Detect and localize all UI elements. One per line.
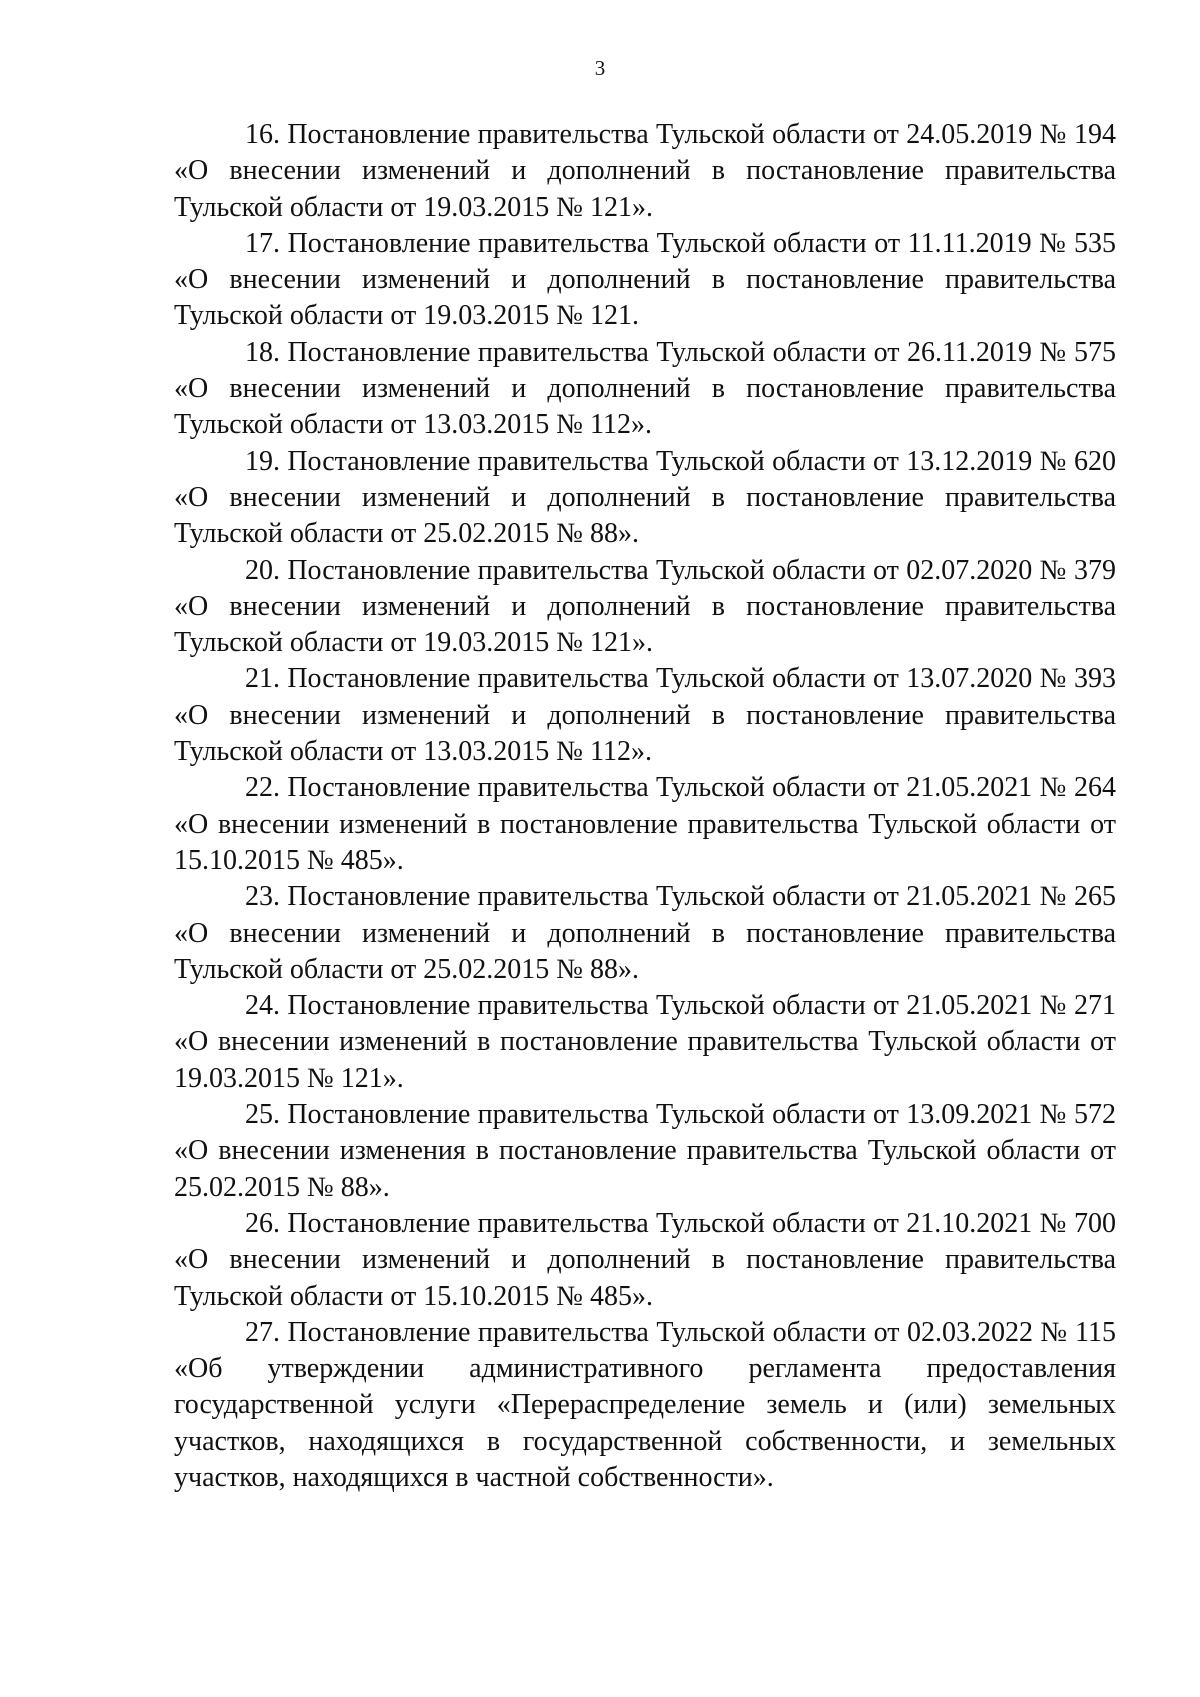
list-item: 17. Постановление правительства Тульской области от 11.11.2019 № 535 «О внесении изменений и дополнений в постановление правительства Тульской области от 19.03.2015 № 121.: [174, 227, 1116, 332]
list-item: 27. Постановление правительства Тульской области от 02.03.2022 № 115 «Об утверждении административного регламента предоставления государственной услуги «Перераспределение земель и (или) земельных участков, находящихся в государственной собственности, и земельных участков, находящихся в частной собственности».: [174, 1316, 1116, 1493]
list-item: 26. Постановление правительства Тульской области от 21.10.2021 № 700 «О внесении изменений и дополнений в постановление правительства Тульской области от 15.10.2015 № 485».: [174, 1207, 1116, 1312]
list-item: 16. Постановление правительства Тульской области от 24.05.2019 № 194 «О внесении изменений и дополнений в постановление правительства Тульской области от 19.03.2015 № 121».: [174, 119, 1116, 223]
list-item: 25. Постановление правительства Тульской области от 13.09.2021 № 572 «О внесении изменения в постановление правительства Тульской области от 25.02.2015 № 88».: [174, 1099, 1116, 1203]
page-number: 3: [594, 56, 606, 80]
list-item: 22. Постановление правительства Тульской области от 21.05.2021 № 264 «О внесении изменений в постановление правительства Тульской области от 15.10.2015 № 485».: [174, 772, 1116, 876]
list-item: 24. Постановление правительства Тульской области от 21.05.2021 № 271 «О внесении изменений в постановление правительства Тульской области от 19.03.2015 № 121».: [174, 990, 1116, 1094]
list-item: 18. Постановление правительства Тульской области от 26.11.2019 № 575 «О внесении изменений и дополнений в постановление правительства Тульской области от 13.03.2015 № 112».: [174, 336, 1116, 441]
list-item: 19. Постановление правительства Тульской области от 13.12.2019 № 620 «О внесении изменений и дополнений в постановление правительства Тульской области от 25.02.2015 № 88».: [174, 445, 1116, 550]
list-item: 20. Постановление правительства Тульской области от 02.07.2020 № 379 «О внесении изменений и дополнений в постановление правительства Тульской области от 19.03.2015 № 121».: [174, 554, 1116, 659]
document-body: [174, 117, 1116, 1496]
list-item: 21. Постановление правительства Тульской области от 13.07.2020 № 393 «О внесении изменений и дополнений в постановление правительства Тульской области от 13.03.2015 № 112».: [174, 663, 1116, 768]
list-item: 23. Постановление правительства Тульской области от 21.05.2021 № 265 «О внесении изменений и дополнений в постановление правительства Тульской области от 25.02.2015 № 88».: [174, 881, 1116, 985]
